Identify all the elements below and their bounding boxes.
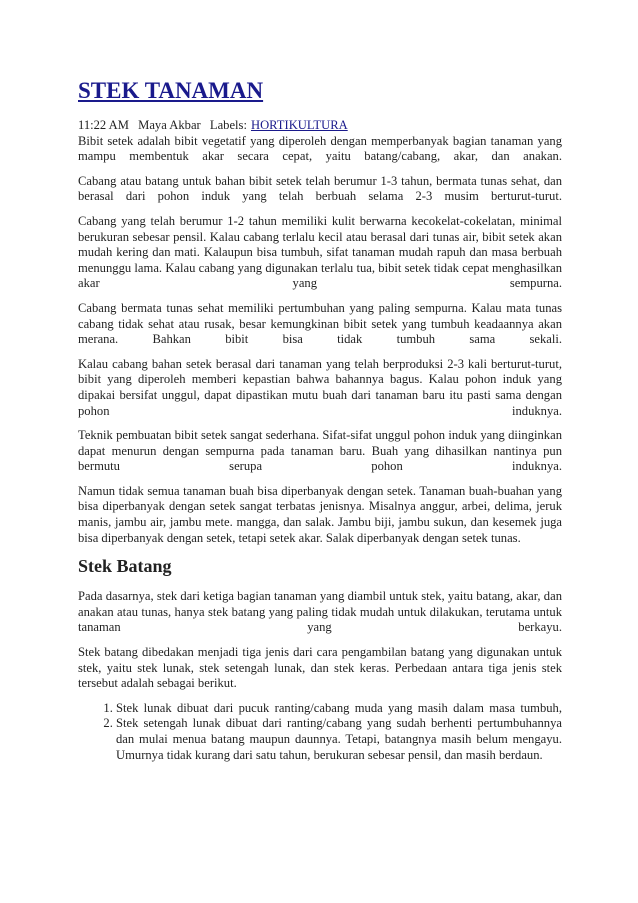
paragraph: Stek batang dibedakan menjadi tiga jenis dari cara pengambilan batang yang digunakan untuk stek, yaitu stek lunak, stek setengah lunak, dan stek keras. Perbedaan antara tiga jenis stek tersebut adalah sebagai berikut.: [78, 645, 562, 691]
paragraph: Teknik pembuatan bibit setek sangat sederhana. Sifat-sifat unggul pohon induk yang diinginkan dapat menurun dengan sempurna pada tanaman baru. Buah yang dihasilkan nantinya pun bermutu serupa pohon induknya.: [78, 428, 562, 474]
label-link[interactable]: HORTIKULTURA: [250, 118, 348, 132]
post-author: Maya Akbar: [138, 118, 201, 132]
paragraph: Kalau cabang bahan setek berasal dari tanaman yang telah berproduksi 2-3 kali berturut-turut, bibit yang diperoleh memberi kepastian bahwa bahannya bagus. Kalau pohon induk yang dipakai bersifat unggul, dapat dipastikan mutu buah dari tanaman baru itu pasti sama dengan pohon induknya.: [78, 356, 562, 418]
paragraph: Namun tidak semua tanaman buah bisa diperbanyak dengan setek. Tanaman buah-buahan yang bisa diperbanyak dengan setek sangat terbatas jenisnya. Misalnya anggur, arbei, delima, jeruk manis, jambu air, jambu mete. mangga, dan salak. Jambu biji, jambu sukun, dan kesemek juga bisa diperbanyak dengan setek, tetapi setek akar. Salak diperbanyak dengan setek tunas.: [78, 483, 562, 545]
stek-type-list: [78, 701, 562, 763]
post-time: 11:22 AM: [78, 118, 129, 132]
article-body: [78, 78, 562, 763]
labels-prefix: Labels:: [209, 118, 247, 132]
paragraph: Cabang bermata tunas sehat memiliki pertumbuhan yang paling sempurna. Kalau mata tunas cabang tidak sehat atau rusak, besar kemungkinan bibit setek yang tumbuh keadaannya akan merana. Bahkan bibit bisa tidak tumbuh sama sekali.: [78, 300, 562, 347]
paragraph: Pada dasarnya, stek dari ketiga bagian tanaman yang diambil untuk stek, yaitu batang, akar, dan anakan atau tunas, hanya stek batang yang paling tidak mudah untuk dilakukan, terutama untuk tanaman yang berkayu.: [78, 589, 562, 635]
paragraph-intro: Bibit setek adalah bibit vegetatif yang diperoleh dengan memperbanyak bagian tanaman yang mampu membentuk akar secara cepat, yaitu batang/cabang, akar, dan anakan.: [78, 133, 562, 164]
list-item: 1. Stek lunak dibuat dari pucuk ranting/cabang muda yang masih dalam masa tumbuh,: [116, 701, 562, 717]
article-title[interactable]: STEK TANAMAN: [78, 78, 264, 103]
list-item: 2. Stek setengah lunak dibuat dari ranting/cabang yang sudah berhenti pertumbuhannya dan mulai menua batang maupun daunnya. Tetapi, batangnya masih belum mengayu. Umurnya tidak kurang dari satu tahun, berukuran sebesar pensil, dan masih berdaun.: [116, 716, 562, 763]
post-meta: [78, 118, 562, 134]
paragraph: Cabang atau batang untuk bahan bibit setek telah berumur 1-3 tahun, bermata tunas sehat, dan berasal dari pohon induk yang telah berbuah selama 2-3 musim berturut-turut.: [78, 173, 562, 204]
paragraph: Cabang yang telah berumur 1-2 tahun memiliki kulit berwarna kecokelat-cokelatan, minimal berukuran sebesar pensil. Kalau cabang terlalu kecil atau berasal dari tunas air, bibit setek akan mudah kering dan mati. Kalaupun bisa tumbuh, sifat tanaman mudah rapuh dan masa berbuah menunggu lama. Kalau cabang yang digunakan terlalu tua, bibit setek tidak cepat menghasilkan akar yang sempurna.: [78, 213, 562, 291]
section-heading: Stek Batang: [78, 556, 172, 577]
